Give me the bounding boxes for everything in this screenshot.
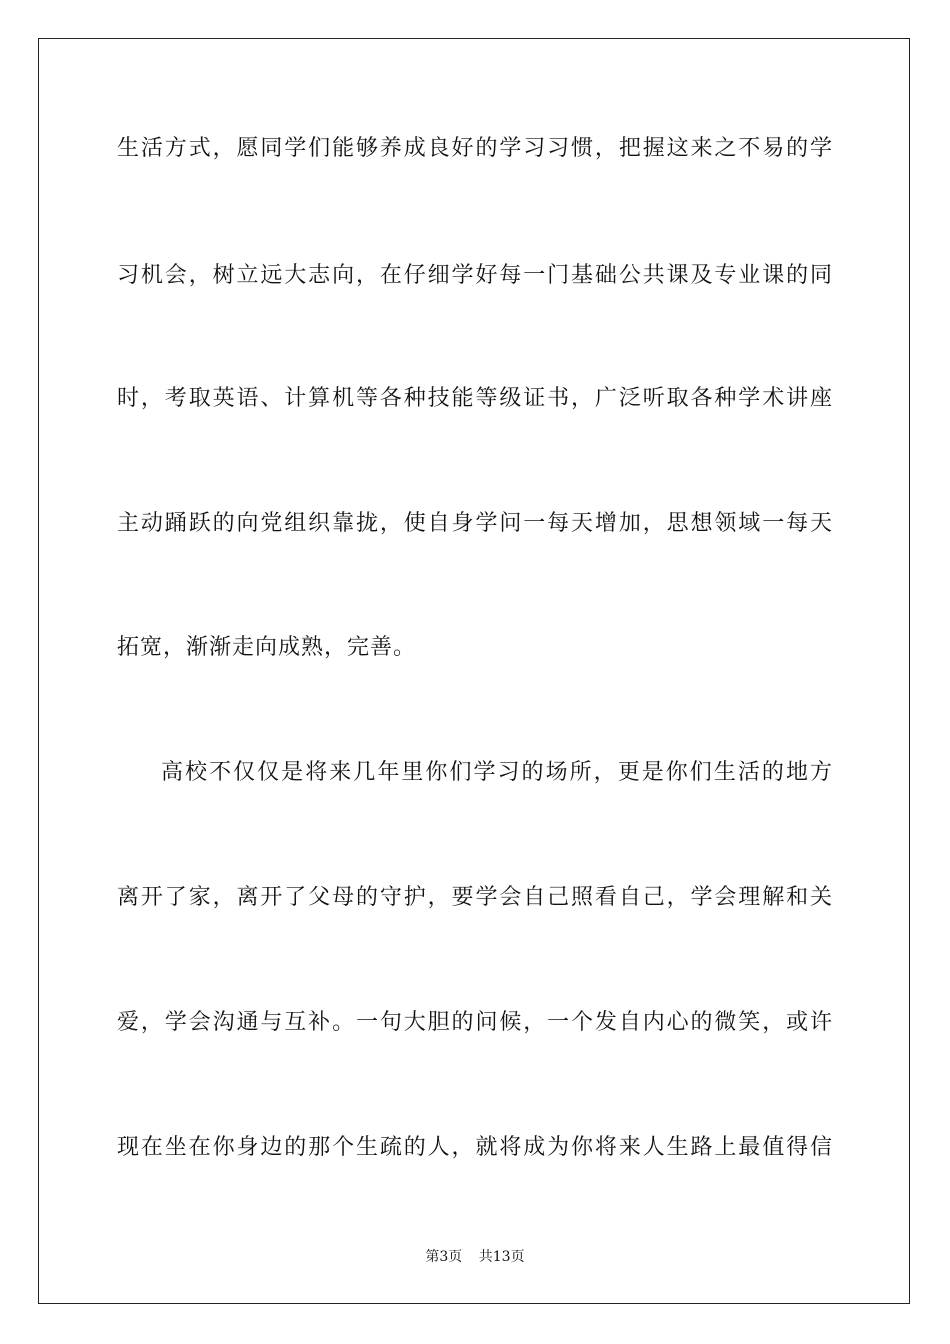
text-line: 主动踊跃的向党组织靠拢，使自身学问一每天增加，思想领域一每天 [117, 511, 833, 536]
text-line: 习机会，树立远大志向，在仔细学好每一门基础公共课及专业课的同 [117, 263, 833, 288]
paragraph-first-line: 高校不仅仅是将来几年里你们学习的场所，更是你们生活的地方 [161, 760, 833, 785]
text-line: 爱，学会沟通与互补。一句大胆的问候，一个发自内心的微笑，或许 [117, 1010, 833, 1035]
page-border [38, 38, 910, 1304]
text-line: 拓宽，渐渐走向成熟，完善。 [117, 635, 417, 660]
text-line: 时，考取英语、计算机等各种技能等级证书，广泛听取各种学术讲座 [117, 386, 833, 411]
page-footer [0, 1246, 950, 1266]
page-total: 共13页 [478, 1249, 525, 1265]
page-number: 第3页 [425, 1249, 463, 1265]
text-line: 现在坐在你身边的那个生疏的人，就将成为你将来人生路上最值得信 [117, 1135, 833, 1160]
text-line: 生活方式，愿同学们能够养成良好的学习习惯，把握这来之不易的学 [117, 136, 833, 161]
text-line: 离开了家，离开了父母的守护，要学会自己照看自己，学会理解和关 [117, 885, 833, 910]
